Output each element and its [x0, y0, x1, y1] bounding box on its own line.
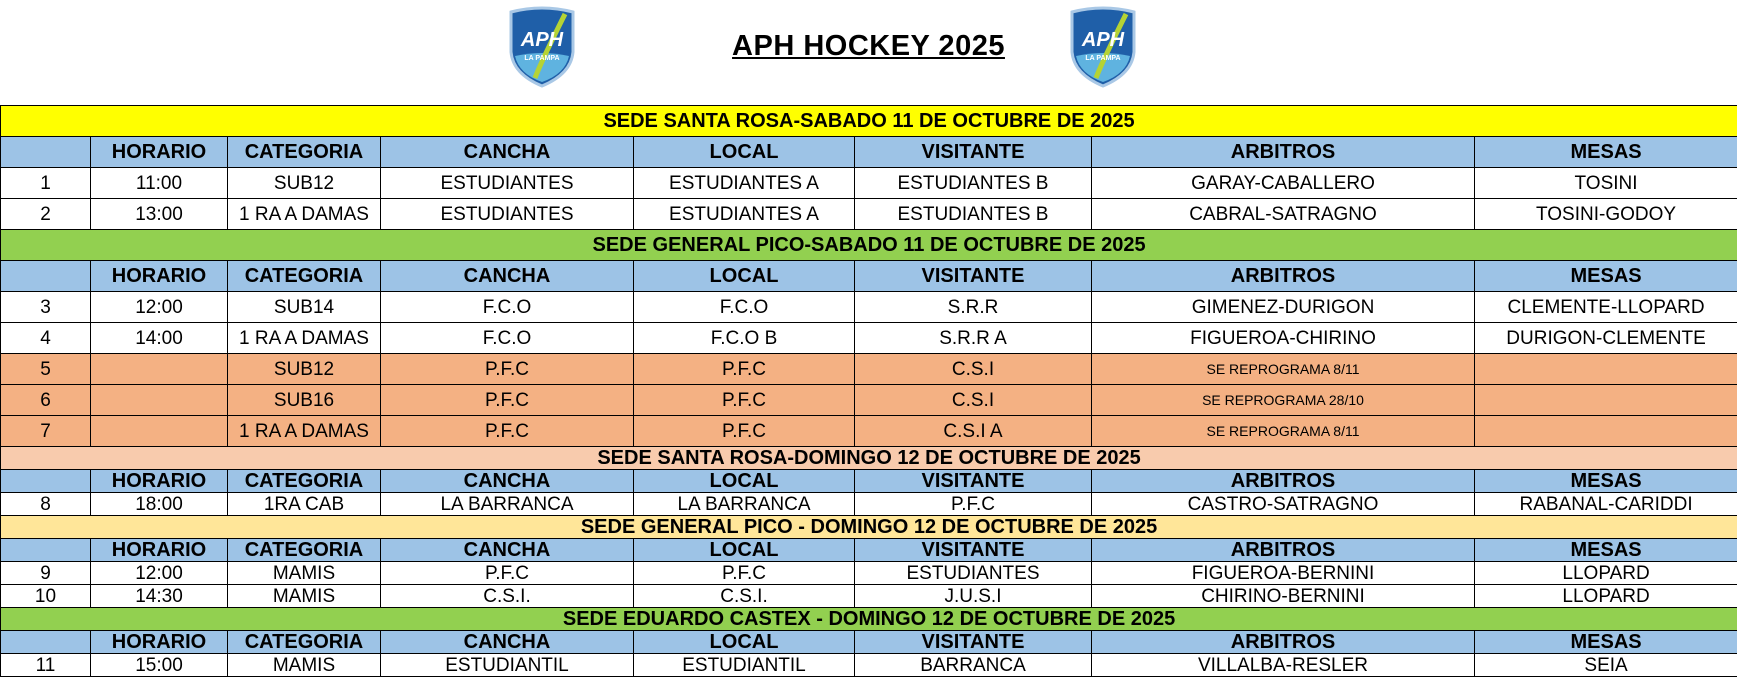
column-header: LOCAL [634, 261, 855, 292]
column-header: CANCHA [381, 539, 634, 562]
cell-categoria: SUB12 [228, 354, 381, 385]
cell-categoria: SUB14 [228, 292, 381, 323]
section-title-row [1, 106, 1737, 137]
column-header [1, 631, 91, 654]
column-header: MESAS [1475, 470, 1737, 493]
cell-categoria: 1 RA A DAMAS [228, 416, 381, 447]
cell-cancha: P.F.C [381, 562, 634, 585]
cell-visitante: ESTUDIANTES [855, 562, 1092, 585]
section-title-row [1, 608, 1737, 631]
table-row [1, 493, 1737, 516]
column-header: MESAS [1475, 631, 1737, 654]
cell-local: ESTUDIANTIL [634, 654, 855, 677]
cell-local: P.F.C [634, 562, 855, 585]
section-title: SEDE GENERAL PICO-SABADO 11 DE OCTUBRE DE 2025 [1, 230, 1737, 261]
cell-n: 6 [1, 385, 91, 416]
section-title-row [1, 230, 1737, 261]
cell-mesas [1475, 385, 1737, 416]
cell-horario: 11:00 [91, 168, 228, 199]
section-title-row [1, 516, 1737, 539]
column-header [1, 470, 91, 493]
cell-cancha: ESTUDIANTES [381, 168, 634, 199]
column-header: MESAS [1475, 539, 1737, 562]
column-header: HORARIO [91, 631, 228, 654]
cell-local: P.F.C [634, 416, 855, 447]
page-header [0, 0, 1737, 105]
cell-mesas: LLOPARD [1475, 562, 1737, 585]
column-header: CANCHA [381, 631, 634, 654]
cell-n: 9 [1, 562, 91, 585]
cell-visitante: S.R.R A [855, 323, 1092, 354]
cell-visitante: S.R.R [855, 292, 1092, 323]
cell-local: F.C.O [634, 292, 855, 323]
svg-text:APH: APH [520, 29, 564, 51]
cell-categoria: MAMIS [228, 654, 381, 677]
cell-horario [91, 354, 228, 385]
column-header: LOCAL [634, 631, 855, 654]
section-title: SEDE SANTA ROSA-SABADO 11 DE OCTUBRE DE 2025 [1, 106, 1737, 137]
cell-arbitros: CABRAL-SATRAGNO [1092, 199, 1475, 230]
cell-horario [91, 385, 228, 416]
column-header: HORARIO [91, 137, 228, 168]
column-header [1, 539, 91, 562]
cell-cancha: F.C.O [381, 323, 634, 354]
cell-mesas: DURIGON-CLEMENTE [1475, 323, 1737, 354]
cell-mesas: SEIA [1475, 654, 1737, 677]
cell-arbitros: FIGUEROA-BERNINI [1092, 562, 1475, 585]
cell-visitante: C.S.I A [855, 416, 1092, 447]
cell-arbitros: VILLALBA-RESLER [1092, 654, 1475, 677]
cell-arbitros: SE REPROGRAMA 28/10 [1092, 385, 1475, 416]
cell-cancha: P.F.C [381, 385, 634, 416]
column-header: MESAS [1475, 137, 1737, 168]
section-title-row [1, 447, 1737, 470]
column-header [1, 261, 91, 292]
cell-categoria: 1 RA A DAMAS [228, 199, 381, 230]
cell-cancha: ESTUDIANTIL [381, 654, 634, 677]
cell-horario: 15:00 [91, 654, 228, 677]
column-header: MESAS [1475, 261, 1737, 292]
cell-cancha: LA BARRANCA [381, 493, 634, 516]
fixture-table [0, 105, 1737, 677]
table-row [1, 199, 1737, 230]
cell-horario: 18:00 [91, 493, 228, 516]
cell-arbitros: GIMENEZ-DURIGON [1092, 292, 1475, 323]
column-header: VISITANTE [855, 539, 1092, 562]
column-header: CATEGORIA [228, 137, 381, 168]
section-title: SEDE SANTA ROSA-DOMINGO 12 DE OCTUBRE DE 2025 [1, 447, 1737, 470]
cell-n: 7 [1, 416, 91, 447]
column-header: LOCAL [634, 137, 855, 168]
cell-categoria: SUB16 [228, 385, 381, 416]
cell-visitante: ESTUDIANTES B [855, 168, 1092, 199]
column-header-row [1, 261, 1737, 292]
cell-categoria: MAMIS [228, 562, 381, 585]
column-header: VISITANTE [855, 137, 1092, 168]
column-header: HORARIO [91, 261, 228, 292]
cell-categoria: 1 RA A DAMAS [228, 323, 381, 354]
table-row [1, 354, 1737, 385]
section-title: SEDE GENERAL PICO - DOMINGO 12 DE OCTUBRE DE 2025 [1, 516, 1737, 539]
cell-arbitros: CHIRINO-BERNINI [1092, 585, 1475, 608]
cell-horario: 13:00 [91, 199, 228, 230]
cell-local: ESTUDIANTES A [634, 168, 855, 199]
cell-visitante: ESTUDIANTES B [855, 199, 1092, 230]
column-header: HORARIO [91, 470, 228, 493]
cell-cancha: C.S.I. [381, 585, 634, 608]
column-header: HORARIO [91, 539, 228, 562]
cell-mesas: LLOPARD [1475, 585, 1737, 608]
table-row [1, 562, 1737, 585]
column-header: CATEGORIA [228, 631, 381, 654]
column-header: LOCAL [634, 470, 855, 493]
cell-n: 2 [1, 199, 91, 230]
column-header: CATEGORIA [228, 470, 381, 493]
cell-n: 1 [1, 168, 91, 199]
cell-cancha: F.C.O [381, 292, 634, 323]
cell-n: 5 [1, 354, 91, 385]
column-header: VISITANTE [855, 261, 1092, 292]
svg-text:APH: APH [1081, 29, 1125, 51]
cell-arbitros: SE REPROGRAMA 8/11 [1092, 354, 1475, 385]
cell-arbitros: SE REPROGRAMA 8/11 [1092, 416, 1475, 447]
table-row [1, 585, 1737, 608]
column-header: LOCAL [634, 539, 855, 562]
column-header: ARBITROS [1092, 539, 1475, 562]
cell-arbitros: GARAY-CABALLERO [1092, 168, 1475, 199]
column-header [1, 137, 91, 168]
cell-n: 10 [1, 585, 91, 608]
cell-horario [91, 416, 228, 447]
table-row [1, 168, 1737, 199]
cell-categoria: 1RA CAB [228, 493, 381, 516]
column-header: CANCHA [381, 261, 634, 292]
column-header-row [1, 631, 1737, 654]
cell-n: 4 [1, 323, 91, 354]
column-header: CANCHA [381, 137, 634, 168]
cell-visitante: J.U.S.I [855, 585, 1092, 608]
aph-logo-right [1066, 4, 1140, 88]
column-header: ARBITROS [1092, 261, 1475, 292]
cell-categoria: MAMIS [228, 585, 381, 608]
cell-local: ESTUDIANTES A [634, 199, 855, 230]
column-header: CATEGORIA [228, 539, 381, 562]
column-header: VISITANTE [855, 470, 1092, 493]
column-header-row [1, 137, 1737, 168]
cell-visitante: C.S.I [855, 354, 1092, 385]
cell-local: P.F.C [634, 354, 855, 385]
cell-categoria: SUB12 [228, 168, 381, 199]
svg-text:LA PAMPA: LA PAMPA [1085, 55, 1121, 62]
cell-mesas: TOSINI [1475, 168, 1737, 199]
cell-mesas: CLEMENTE-LLOPARD [1475, 292, 1737, 323]
cell-n: 11 [1, 654, 91, 677]
cell-mesas: TOSINI-GODOY [1475, 199, 1737, 230]
cell-horario: 14:00 [91, 323, 228, 354]
cell-arbitros: CASTRO-SATRAGNO [1092, 493, 1475, 516]
table-row [1, 416, 1737, 447]
cell-local: LA BARRANCA [634, 493, 855, 516]
table-row [1, 385, 1737, 416]
cell-horario: 14:30 [91, 585, 228, 608]
svg-text:LA PAMPA: LA PAMPA [524, 55, 560, 62]
cell-horario: 12:00 [91, 292, 228, 323]
column-header: ARBITROS [1092, 631, 1475, 654]
cell-n: 3 [1, 292, 91, 323]
cell-cancha: P.F.C [381, 354, 634, 385]
cell-local: F.C.O B [634, 323, 855, 354]
cell-arbitros: FIGUEROA-CHIRINO [1092, 323, 1475, 354]
cell-horario: 12:00 [91, 562, 228, 585]
table-row [1, 323, 1737, 354]
section-title: SEDE EDUARDO CASTEX - DOMINGO 12 DE OCTUBRE DE 2025 [1, 608, 1737, 631]
column-header: VISITANTE [855, 631, 1092, 654]
table-row [1, 654, 1737, 677]
cell-visitante: P.F.C [855, 493, 1092, 516]
column-header: ARBITROS [1092, 470, 1475, 493]
cell-cancha: ESTUDIANTES [381, 199, 634, 230]
column-header-row [1, 539, 1737, 562]
column-header-row [1, 470, 1737, 493]
cell-n: 8 [1, 493, 91, 516]
cell-visitante: BARRANCA [855, 654, 1092, 677]
page-title: APH HOCKEY 2025 [732, 30, 1005, 62]
cell-local: C.S.I. [634, 585, 855, 608]
cell-local: P.F.C [634, 385, 855, 416]
cell-mesas [1475, 354, 1737, 385]
cell-visitante: C.S.I [855, 385, 1092, 416]
cell-mesas: RABANAL-CARIDDI [1475, 493, 1737, 516]
column-header: CATEGORIA [228, 261, 381, 292]
table-row [1, 292, 1737, 323]
column-header: CANCHA [381, 470, 634, 493]
column-header: ARBITROS [1092, 137, 1475, 168]
cell-mesas [1475, 416, 1737, 447]
cell-cancha: P.F.C [381, 416, 634, 447]
